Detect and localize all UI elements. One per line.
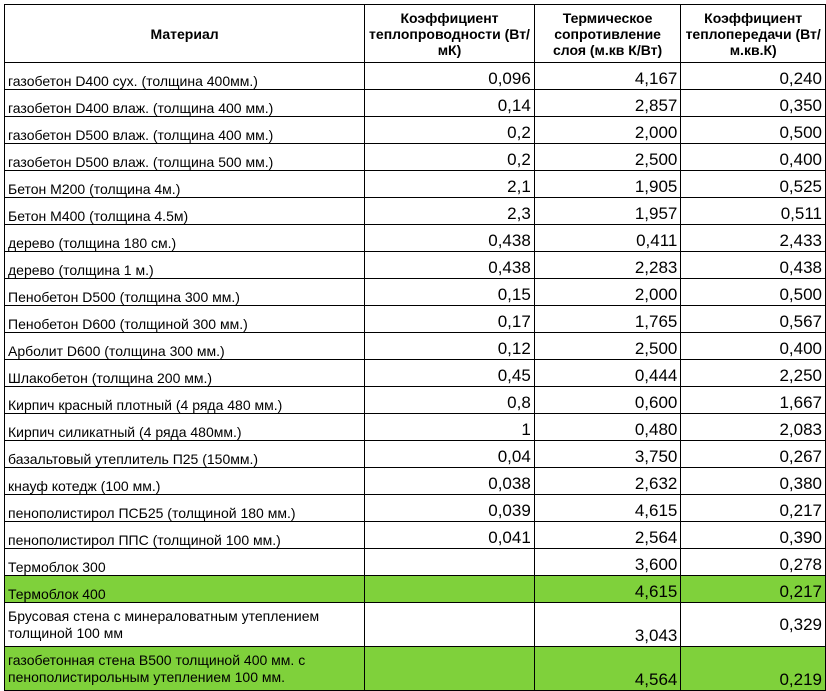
cell-material[interactable]: Пенобетон D500 (толщина 300 мм.): [5, 279, 365, 306]
cell-transfer[interactable]: 0,217: [681, 495, 826, 522]
table-row: [5, 522, 826, 549]
cell-material[interactable]: дерево (толщина 180 см.): [5, 225, 365, 252]
cell-conductivity[interactable]: 0,14: [365, 90, 535, 117]
header-resistance[interactable]: Термическое сопротивление слоя (м.кв К/Вт): [534, 5, 681, 63]
cell-resistance[interactable]: 0,444: [534, 360, 681, 387]
table-row: [5, 495, 826, 522]
cell-resistance[interactable]: 1,957: [534, 198, 681, 225]
cell-transfer[interactable]: 0,511: [681, 198, 826, 225]
cell-transfer[interactable]: 0,438: [681, 252, 826, 279]
table-row: [5, 387, 826, 414]
cell-resistance[interactable]: 2,500: [534, 333, 681, 360]
cell-conductivity[interactable]: 0,039: [365, 495, 535, 522]
cell-resistance[interactable]: 0,480: [534, 414, 681, 441]
header-conductivity[interactable]: Коэффициент теплопроводности (Вт/мК): [365, 5, 535, 63]
cell-material[interactable]: газобетон D400 сух. (толщина 400мм.): [5, 63, 365, 90]
cell-conductivity[interactable]: [365, 549, 535, 576]
cell-resistance[interactable]: 3,043: [534, 603, 681, 647]
cell-resistance[interactable]: 4,615: [534, 495, 681, 522]
cell-conductivity[interactable]: 2,1: [365, 171, 535, 198]
cell-conductivity[interactable]: 0,041: [365, 522, 535, 549]
cell-material[interactable]: Арболит D600 (толщина 300 мм.): [5, 333, 365, 360]
cell-conductivity[interactable]: 2,3: [365, 198, 535, 225]
cell-conductivity[interactable]: [365, 647, 535, 691]
table-row: [5, 441, 826, 468]
cell-material[interactable]: газобетон D500 влаж. (толщина 500 мм.): [5, 144, 365, 171]
cell-material[interactable]: пенополистирол ПСБ25 (толщиной 180 мм.): [5, 495, 365, 522]
cell-resistance[interactable]: 2,564: [534, 522, 681, 549]
cell-resistance[interactable]: 2,000: [534, 279, 681, 306]
table-row: [5, 117, 826, 144]
cell-resistance[interactable]: 1,765: [534, 306, 681, 333]
cell-resistance[interactable]: 4,564: [534, 647, 681, 691]
cell-resistance[interactable]: 2,000: [534, 117, 681, 144]
cell-conductivity[interactable]: 0,45: [365, 360, 535, 387]
cell-resistance[interactable]: 2,500: [534, 144, 681, 171]
cell-resistance[interactable]: 0,600: [534, 387, 681, 414]
cell-resistance[interactable]: 1,905: [534, 171, 681, 198]
table-row: [5, 306, 826, 333]
cell-conductivity[interactable]: [365, 576, 535, 603]
cell-material[interactable]: пенополистирол ППС (толщиной 100 мм.): [5, 522, 365, 549]
table-row: [5, 225, 826, 252]
cell-conductivity[interactable]: 0,096: [365, 63, 535, 90]
cell-transfer[interactable]: 0,267: [681, 441, 826, 468]
table-row: [5, 647, 826, 691]
cell-conductivity[interactable]: 0,15: [365, 279, 535, 306]
cell-transfer[interactable]: 0,500: [681, 117, 826, 144]
cell-conductivity[interactable]: 1: [365, 414, 535, 441]
cell-resistance[interactable]: 3,750: [534, 441, 681, 468]
table-row: [5, 144, 826, 171]
header-material[interactable]: Материал: [5, 5, 365, 63]
table-row: [5, 549, 826, 576]
cell-material[interactable]: Бетон М400 (толщина 4.5м): [5, 198, 365, 225]
cell-material[interactable]: газобетонная стена В500 толщиной 400 мм. с пенополистирольным утеплением 100 мм.: [5, 647, 365, 691]
table-row: [5, 63, 826, 90]
cell-material[interactable]: дерево (толщина 1 м.): [5, 252, 365, 279]
cell-transfer[interactable]: 1,667: [681, 387, 826, 414]
table-row: [5, 414, 826, 441]
cell-transfer[interactable]: 0,329: [681, 603, 826, 647]
table-row: [5, 90, 826, 117]
table-row: [5, 279, 826, 306]
table-row: [5, 603, 826, 647]
cell-transfer[interactable]: 0,217: [681, 576, 826, 603]
cell-material[interactable]: базальтовый утеплитель П25 (150мм.): [5, 441, 365, 468]
cell-resistance[interactable]: 2,283: [534, 252, 681, 279]
header-row: [5, 5, 826, 63]
cell-resistance[interactable]: 0,411: [534, 225, 681, 252]
cell-conductivity[interactable]: 0,038: [365, 468, 535, 495]
cell-material[interactable]: Кирпич силикатный (4 ряда 480мм.): [5, 414, 365, 441]
table-row: [5, 468, 826, 495]
header-transfer[interactable]: Коэффициент теплопередачи (Вт/м.кв.К): [681, 5, 826, 63]
cell-transfer[interactable]: 2,250: [681, 360, 826, 387]
cell-transfer[interactable]: 2,083: [681, 414, 826, 441]
table-row: [5, 360, 826, 387]
cell-conductivity[interactable]: 0,2: [365, 117, 535, 144]
cell-resistance[interactable]: 3,600: [534, 549, 681, 576]
cell-transfer[interactable]: 0,278: [681, 549, 826, 576]
cell-transfer[interactable]: 0,500: [681, 279, 826, 306]
cell-transfer[interactable]: 0,219: [681, 647, 826, 691]
cell-conductivity[interactable]: 0,17: [365, 306, 535, 333]
cell-resistance[interactable]: 4,615: [534, 576, 681, 603]
cell-conductivity[interactable]: [365, 603, 535, 647]
cell-material[interactable]: Брусовая стена с минераловатным утеплением толщиной 100 мм: [5, 603, 365, 647]
table-row: [5, 576, 826, 603]
table-row: [5, 333, 826, 360]
cell-material[interactable]: кнауф котедж (100 мм.): [5, 468, 365, 495]
cell-material[interactable]: Бетон М200 (толщина 4м.): [5, 171, 365, 198]
materials-table: [4, 4, 826, 691]
cell-material[interactable]: Термоблок 300: [5, 549, 365, 576]
table-row: [5, 252, 826, 279]
cell-material[interactable]: газобетон D500 влаж. (толщина 400 мм.): [5, 117, 365, 144]
cell-transfer[interactable]: 0,240: [681, 63, 826, 90]
cell-transfer[interactable]: 0,390: [681, 522, 826, 549]
cell-conductivity[interactable]: 0,8: [365, 387, 535, 414]
cell-transfer[interactable]: 2,433: [681, 225, 826, 252]
cell-resistance[interactable]: 2,857: [534, 90, 681, 117]
cell-conductivity[interactable]: 0,438: [365, 225, 535, 252]
cell-conductivity[interactable]: 0,12: [365, 333, 535, 360]
cell-resistance[interactable]: 4,167: [534, 63, 681, 90]
cell-conductivity[interactable]: 0,04: [365, 441, 535, 468]
cell-transfer[interactable]: 0,350: [681, 90, 826, 117]
cell-material[interactable]: Термоблок 400: [5, 576, 365, 603]
cell-conductivity[interactable]: 0,2: [365, 144, 535, 171]
cell-transfer[interactable]: 0,380: [681, 468, 826, 495]
table-row: [5, 171, 826, 198]
cell-transfer[interactable]: 0,400: [681, 333, 826, 360]
cell-transfer[interactable]: 0,525: [681, 171, 826, 198]
table-row: [5, 198, 826, 225]
cell-transfer[interactable]: 0,400: [681, 144, 826, 171]
cell-material[interactable]: Кирпич красный плотный (4 ряда 480 мм.): [5, 387, 365, 414]
cell-material[interactable]: Пенобетон D600 (толщиной 300 мм.): [5, 306, 365, 333]
cell-material[interactable]: Шлакобетон (толщина 200 мм.): [5, 360, 365, 387]
cell-transfer[interactable]: 0,567: [681, 306, 826, 333]
cell-conductivity[interactable]: 0,438: [365, 252, 535, 279]
cell-resistance[interactable]: 2,632: [534, 468, 681, 495]
cell-material[interactable]: газобетон D400 влаж. (толщина 400 мм.): [5, 90, 365, 117]
